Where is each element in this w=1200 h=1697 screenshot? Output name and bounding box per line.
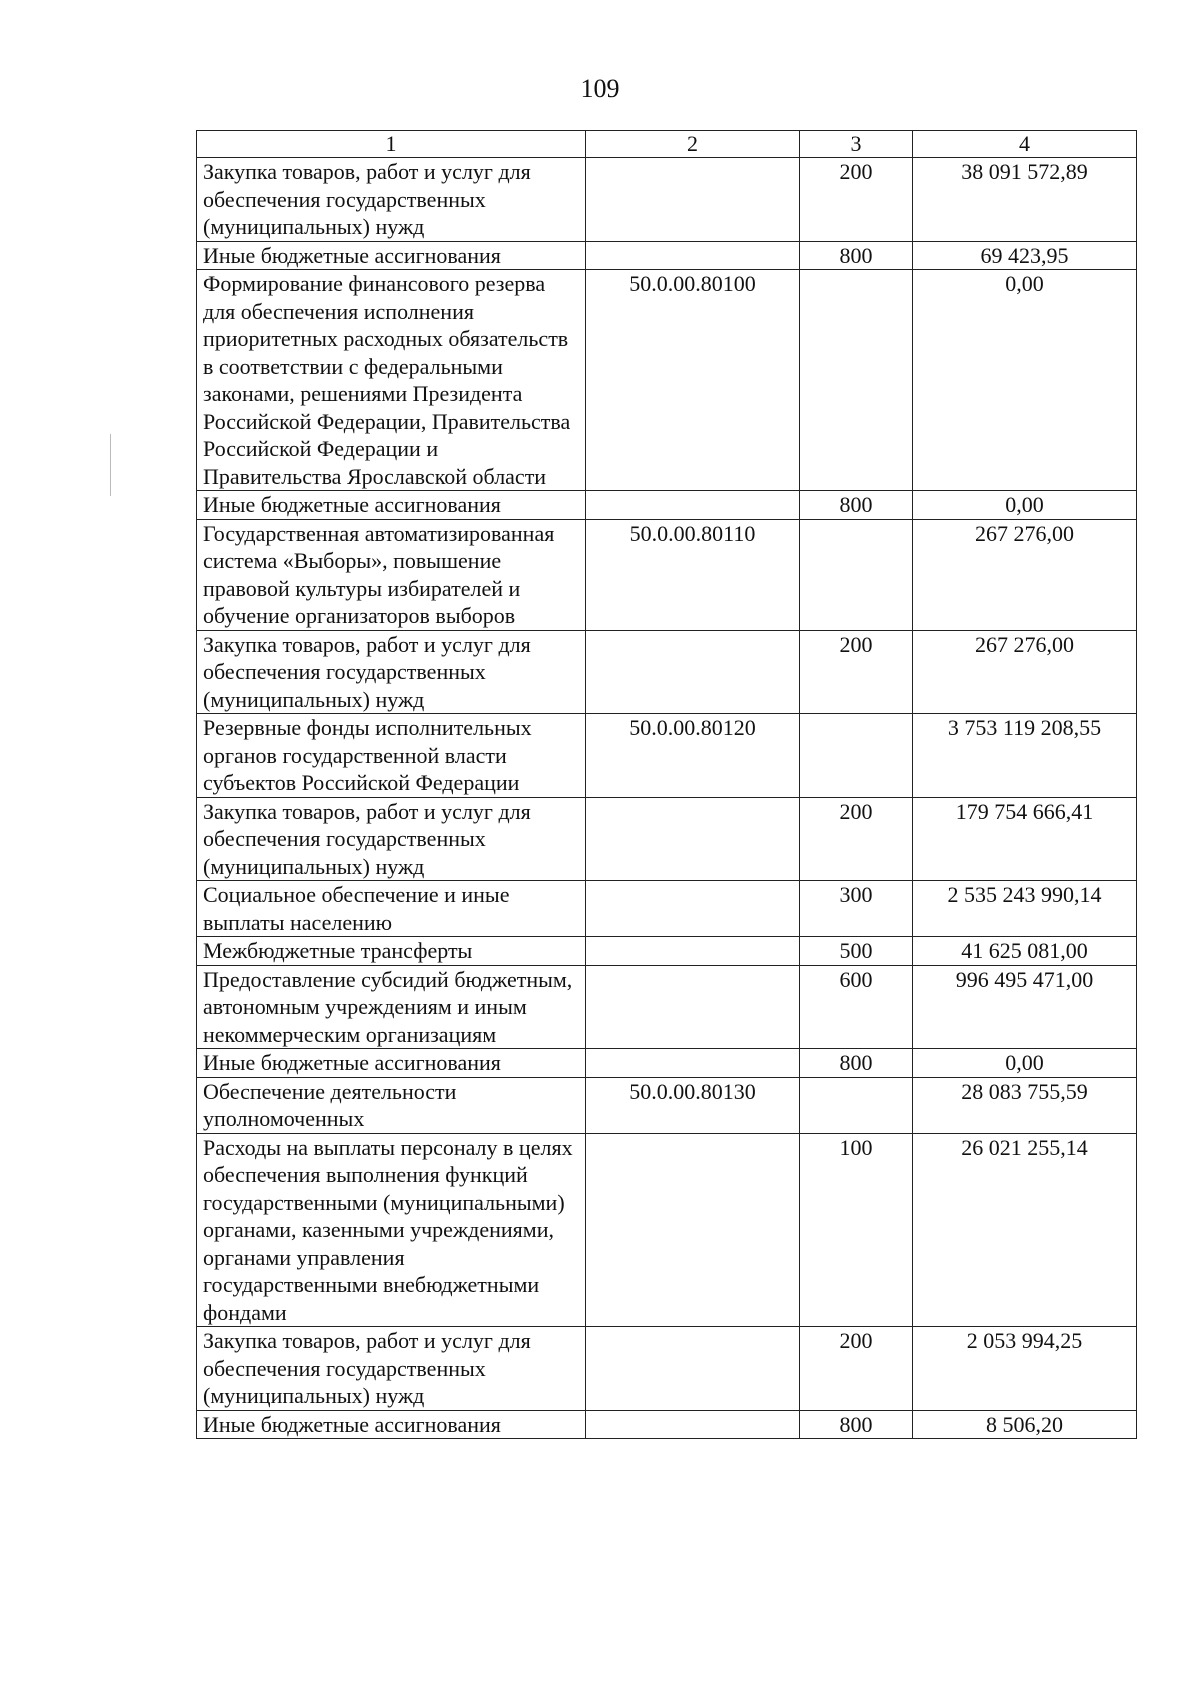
table-row [197,1077,1137,1133]
cell-amount: 3 753 119 208,55 [913,714,1137,798]
cell-name: Иные бюджетные ассигнования [197,241,586,270]
table-row [197,158,1137,242]
cell-code [586,937,800,966]
table-row [197,491,1137,520]
cell-name: Предоставление субсидий бюджетным, автономным учреждениям и иным некоммерческим организациям [197,965,586,1049]
cell-type: 200 [800,630,913,714]
cell-code [586,630,800,714]
cell-code: 50.0.00.80100 [586,270,800,491]
cell-type: 200 [800,1327,913,1411]
cell-amount: 267 276,00 [913,519,1137,630]
cell-type: 600 [800,965,913,1049]
cell-type: 800 [800,1049,913,1078]
cell-name: Закупка товаров, работ и услуг для обеспечения государственных (муниципальных) нужд [197,797,586,881]
cell-amount: 38 091 572,89 [913,158,1137,242]
table-row [197,1133,1137,1327]
cell-name: Расходы на выплаты персоналу в целях обеспечения выполнения функций государственными (муниципальными) органами, казенными учреждениями, органами управления государственными внебюджетными фондами [197,1133,586,1327]
cell-type [800,270,913,491]
table-row [197,519,1137,630]
table-row [197,881,1137,937]
cell-type: 200 [800,797,913,881]
cell-amount: 267 276,00 [913,630,1137,714]
cell-amount: 0,00 [913,491,1137,520]
scan-margin-mark [110,434,111,496]
cell-amount: 26 021 255,14 [913,1133,1137,1327]
page-number: 109 [580,74,620,103]
cell-type: 300 [800,881,913,937]
cell-code [586,1133,800,1327]
cell-code: 50.0.00.80110 [586,519,800,630]
cell-amount: 28 083 755,59 [913,1077,1137,1133]
table-row [197,1327,1137,1411]
cell-amount: 41 625 081,00 [913,937,1137,966]
cell-name: Резервные фонды исполнительных органов государственной власти субъектов Российской Федерации [197,714,586,798]
cell-name: Иные бюджетные ассигнования [197,1410,586,1439]
header-col-2: 2 [586,131,800,158]
header-col-1: 1 [197,131,586,158]
table-header [197,131,1137,158]
table-row [197,937,1137,966]
cell-code: 50.0.00.80130 [586,1077,800,1133]
table-row [197,1410,1137,1439]
cell-code [586,1049,800,1078]
cell-type [800,1077,913,1133]
cell-name: Межбюджетные трансферты [197,937,586,966]
table-body [197,158,1137,1439]
cell-type: 500 [800,937,913,966]
cell-name: Иные бюджетные ассигнования [197,1049,586,1078]
cell-name: Обеспечение деятельности уполномоченных [197,1077,586,1133]
table-row [197,1049,1137,1078]
cell-code [586,241,800,270]
cell-amount: 0,00 [913,270,1137,491]
cell-type [800,714,913,798]
cell-name: Социальное обеспечение и иные выплаты населению [197,881,586,937]
table-row [197,241,1137,270]
cell-type: 800 [800,241,913,270]
cell-type [800,519,913,630]
budget-table [196,130,1137,1439]
cell-name: Государственная автоматизированная система «Выборы», повышение правовой культуры избирателей и обучение организаторов выборов [197,519,586,630]
cell-code [586,1410,800,1439]
cell-amount: 2 053 994,25 [913,1327,1137,1411]
cell-code [586,491,800,520]
cell-code [586,797,800,881]
header-row [197,131,1137,158]
header-col-4: 4 [913,131,1137,158]
cell-amount: 2 535 243 990,14 [913,881,1137,937]
cell-name: Формирование финансового резерва для обеспечения исполнения приоритетных расходных обязательств в соответствии с федеральными законами, решениями Президента Российской Федерации, Правительства Российской Федерации и Правительства Ярославской области [197,270,586,491]
cell-amount: 179 754 666,41 [913,797,1137,881]
cell-amount: 8 506,20 [913,1410,1137,1439]
cell-name: Закупка товаров, работ и услуг для обеспечения государственных (муниципальных) нужд [197,630,586,714]
cell-code [586,158,800,242]
cell-amount: 69 423,95 [913,241,1137,270]
cell-amount: 996 495 471,00 [913,965,1137,1049]
table-row [197,965,1137,1049]
cell-name: Закупка товаров, работ и услуг для обеспечения государственных (муниципальных) нужд [197,158,586,242]
cell-amount: 0,00 [913,1049,1137,1078]
cell-code [586,1327,800,1411]
cell-name: Иные бюджетные ассигнования [197,491,586,520]
table-row [197,797,1137,881]
cell-code [586,881,800,937]
table-row [197,630,1137,714]
cell-name: Закупка товаров, работ и услуг для обеспечения государственных (муниципальных) нужд [197,1327,586,1411]
cell-code [586,965,800,1049]
cell-type: 100 [800,1133,913,1327]
table-row [197,270,1137,491]
cell-type: 800 [800,1410,913,1439]
header-col-3: 3 [800,131,913,158]
table-row [197,714,1137,798]
cell-code: 50.0.00.80120 [586,714,800,798]
cell-type: 800 [800,491,913,520]
cell-type: 200 [800,158,913,242]
